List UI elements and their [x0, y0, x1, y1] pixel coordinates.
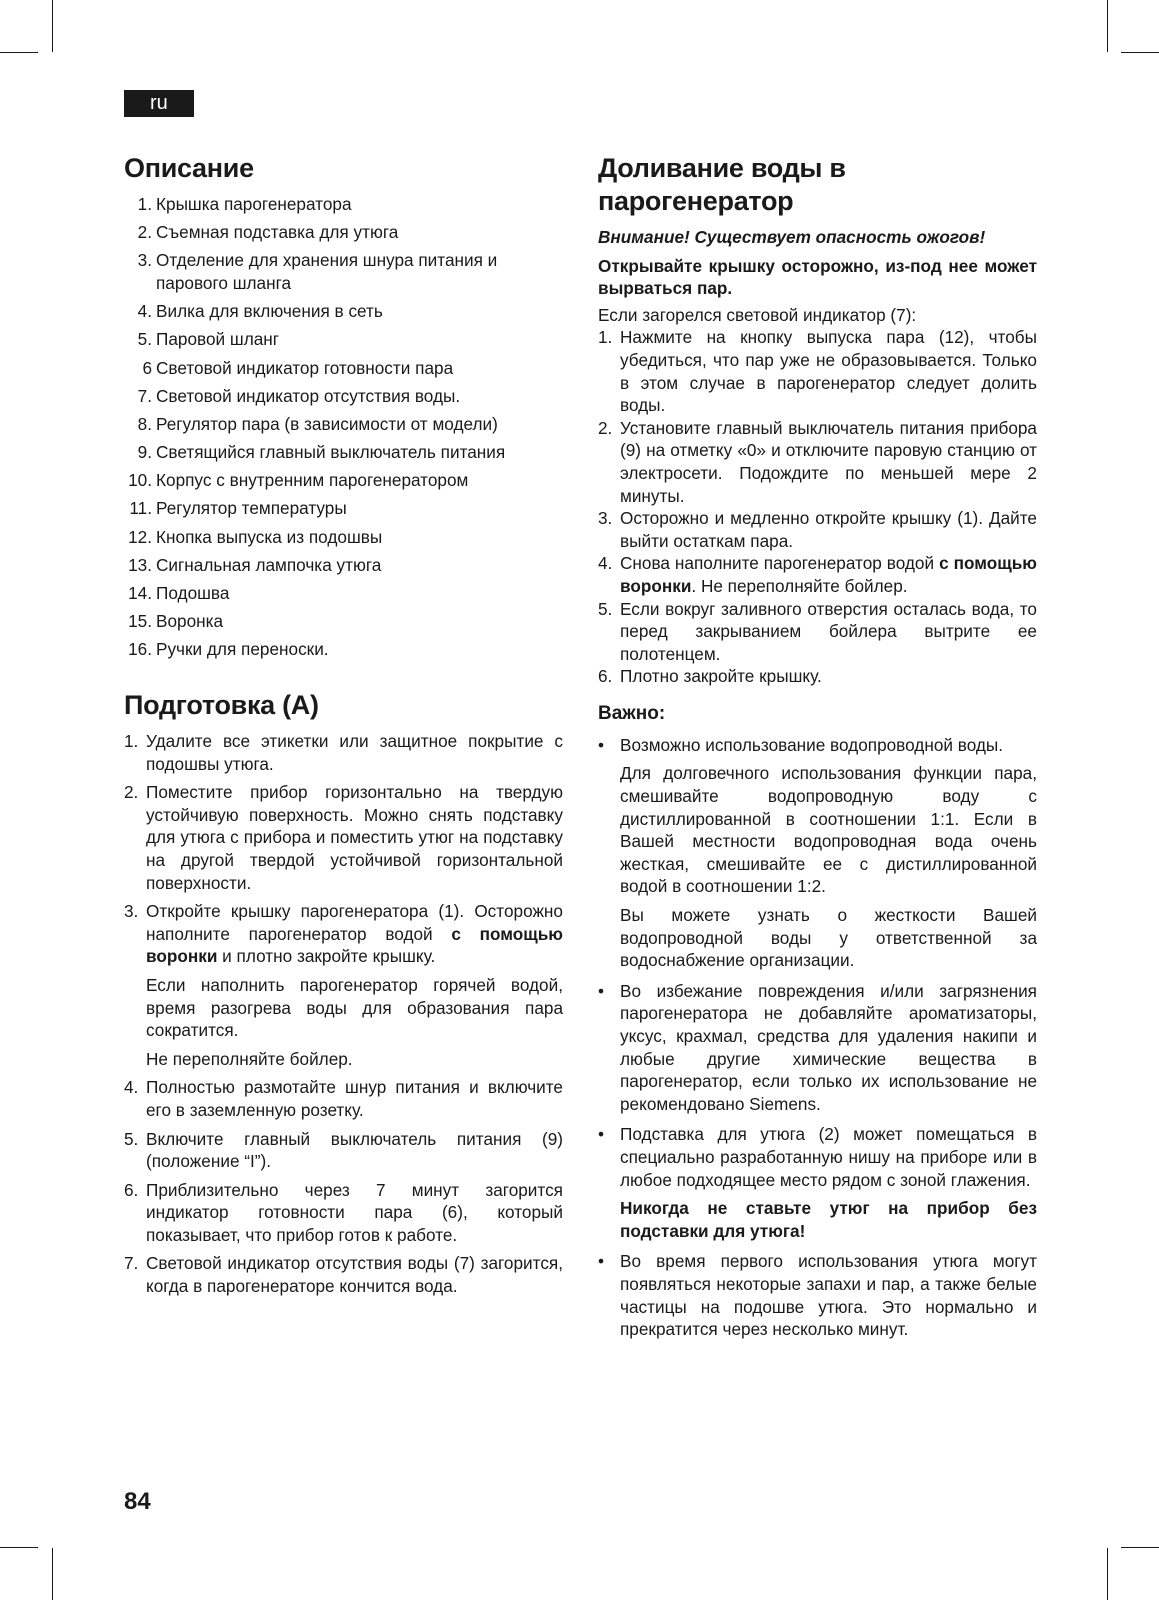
list-item: 3. Осторожно и медленно откройте крышку (1). Дайте выйти остаткам пара.: [598, 508, 1037, 551]
warning-text: Внимание! Существует опасность ожогов!: [598, 227, 986, 247]
important-title: Важно:: [598, 702, 666, 724]
crop-mark: [1121, 1547, 1159, 1548]
list-item: 1. Нажмите на кнопку выпуска пара (12), чтобы убедиться, что пар уже не образовывается. Только в этом случае в парогенератор следует долить воды.: [598, 327, 1037, 416]
list-item: 2. Поместите прибор горизонтально на твердую устойчивую поверхность. Можно снять подставку для утюга с прибора и поместить утюг на подставку на другой твердой устойчивой горизонтальной поверхности.: [124, 782, 563, 893]
important-list: [598, 734, 1037, 1341]
list-item: 8. Регулятор пара (в зависимости от модели): [137, 413, 498, 434]
list-item: 13. Сигнальная лампочка утюга: [128, 554, 382, 575]
paragraph-bold: Никогда не ставьте утюг на прибор без подставки для утюга!: [620, 1198, 1037, 1241]
crop-mark: [1107, 1548, 1108, 1600]
crop-mark: [0, 52, 38, 53]
crop-mark: [52, 1548, 53, 1600]
language-tag: ru: [124, 90, 194, 117]
list-item: 15. Воронка: [128, 611, 224, 632]
crop-mark: [1121, 52, 1159, 53]
preparation-title: Подготовка (A): [124, 690, 319, 720]
list-item: • Подставка для утюга (2) может помещаться в специально разработанную нишу на приборе или в любое подходящее место рядом с зоной глажения. Никогда не ставьте утюг на прибор без подставки для утюга!: [598, 1124, 1037, 1241]
list-item: 6. Приблизительно через 7 минут загорится индикатор готовности пара (6), который показывает, что прибор готов к работе.: [124, 1179, 563, 1245]
list-item: 2. Установите главный выключатель питания прибора (9) на отметку «0» и отключите паровую станцию от электросети. Подождите по меньшей мере 2 минуты.: [598, 417, 1037, 506]
page-number: 84: [124, 1488, 151, 1515]
paragraph: Вы можете узнать о жесткости Вашей водопроводной воды у ответственной за водоснабжение организации.: [620, 905, 1037, 971]
crop-mark: [52, 0, 53, 52]
list-item: 6 Световой индикатор готовности пара: [142, 357, 454, 378]
preparation-steps: [124, 730, 563, 1298]
list-item: 1. Удалите все этикетки или защитное покрытие с подошвы утюга.: [124, 731, 563, 774]
list-item: 10. Корпус с внутренним парогенератором: [128, 470, 469, 491]
list-item: 5. Если вокруг заливного отверстия осталась вода, то перед закрыванием бойлера вытрите ее полотенцем.: [598, 598, 1037, 664]
refill-intro: Если загорелся световой индикатор (7):: [598, 304, 917, 325]
list-item: 2. Съемная подставка для утюга: [137, 222, 399, 243]
list-item: 14. Подошва: [128, 583, 230, 604]
list-item: • Во избежание повреждения и/или загрязнения парогенератора не добавляйте ароматизаторы, уксус, крахмал, средства для удаления накипи и любые другие химические вещества в парогенератор, если только их использование не рекомендовано Siemens.: [598, 980, 1037, 1114]
refill-steps: [598, 326, 1037, 688]
list-item: 9. Светящийся главный выключатель питания: [137, 442, 506, 463]
warning-text-bold: Открывайте крышку осторожно, из-под нее может вырваться пар.: [598, 255, 1037, 299]
list-item: 7. Световой индикатор отсутствия воды (7) загорится, когда в парогенераторе кончится вода.: [124, 1253, 563, 1297]
list-item: 5. Включите главный выключатель питания (9) (положение “I”).: [124, 1128, 563, 1172]
list-item: 4. Снова наполните парогенератор водой с помощью воронки. Не переполняйте бойлер.: [598, 553, 1037, 596]
list-item: 4. Полностью размотайте шнур питания и включите его в заземленную розетку.: [124, 1077, 563, 1120]
list-item: 7. Световой индикатор отсутствия воды.: [137, 385, 461, 406]
list-item: • Во время первого использования утюга могут появляться некоторые запахи и пар, а также белые частицы на подошве утюга. Это нормально и прекратится через несколько минут.: [598, 1251, 1037, 1340]
list-item: 12. Кнопка выпуска из подошвы: [128, 526, 383, 547]
list-item: 4. Вилка для включения в сеть: [137, 301, 383, 322]
paragraph: Если наполнить парогенератор горячей водой, время разогрева воды для образования пара сократится.: [146, 974, 563, 1041]
description-title: Описание: [124, 153, 254, 183]
list-item: • Возможно использование водопроводной воды. Для долговечного использования функции пара, смешивайте водопроводную воду с дистиллированной в соотношении 1:1. Если в Вашей местности водопроводная вода очень жесткая, смешивайте ее с дистиллированной водой в соотношении 1:2. Вы можете узнать о жесткости Вашей водопроводной воды у ответственной за водоснабжение организации.: [598, 734, 1037, 971]
list-item: 11. Регулятор температуры: [129, 498, 347, 519]
parts-list: [124, 193, 563, 661]
paragraph: Не переполняйте бойлер.: [146, 1048, 353, 1069]
list-item: 3. Отделение для хранения шнура питания и парового шланга: [137, 250, 498, 293]
list-item: 3. Откройте крышку парогенератора (1). Осторожно наполните парогенератор водой с помощью воронки и плотно закройте крышку. Если наполнить парогенератор горячей водой, время разогрева воды для образования пара сократится. Не переполняйте бойлер.: [124, 901, 563, 1069]
crop-mark: [1107, 0, 1108, 52]
refill-title: Доливание воды в парогенератор: [598, 153, 846, 216]
list-item: 16. Ручки для переноски.: [128, 639, 329, 660]
list-item: 5. Паровой шланг: [137, 329, 280, 350]
paragraph: Для долговечного использования функции пара, смешивайте водопроводную воду с дистиллированной в соотношении 1:1. Если в Вашей местности водопроводная вода очень жесткая, смешивайте ее с дистиллированной водой в соотношении 1:2.: [620, 763, 1037, 897]
right-column: [598, 152, 1037, 1349]
crop-mark: [0, 1547, 38, 1548]
list-item: 6. Плотно закройте крышку.: [598, 666, 822, 687]
list-item: 1. Крышка парогенератора: [137, 194, 352, 214]
left-column: [124, 152, 563, 1304]
